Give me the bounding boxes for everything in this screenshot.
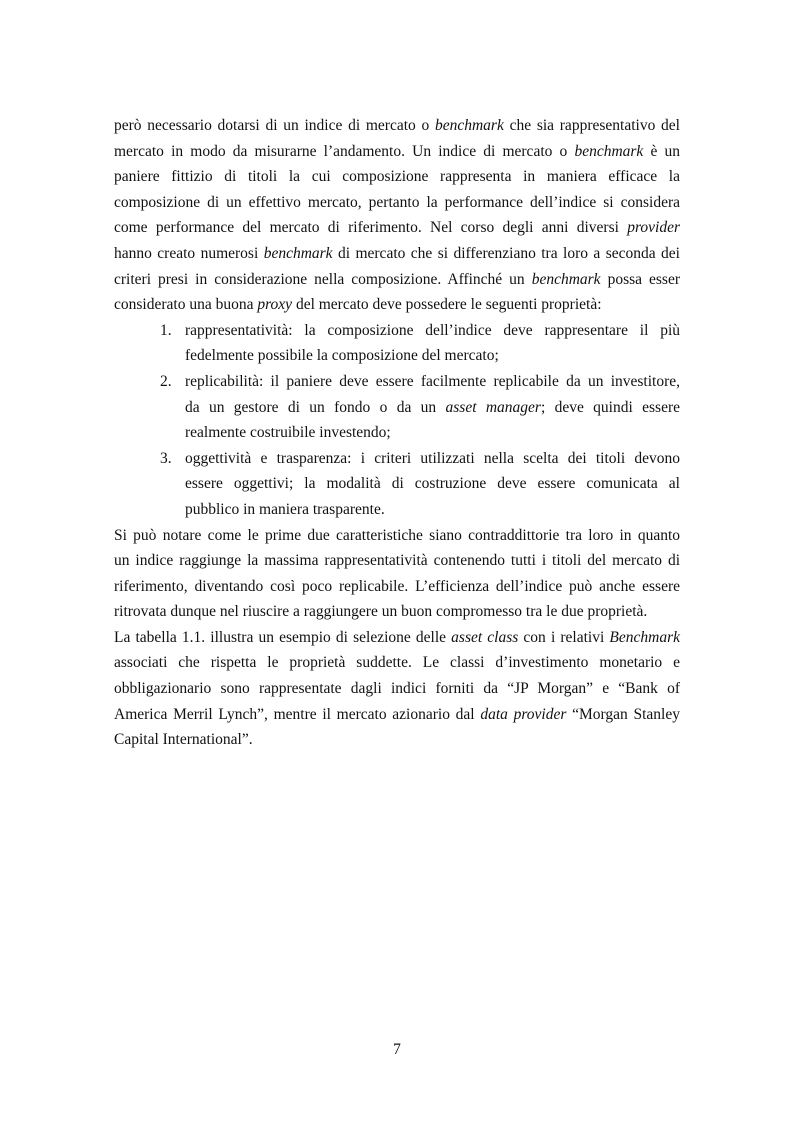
list-item-line: essere oggettivi; la modalità di costruzione deve essere comunicata al	[185, 475, 680, 493]
list-item-line: fedelmente possibile la composizione del mercato;	[185, 347, 499, 365]
properties-list	[114, 318, 680, 523]
text-line: ritrovata dunque nel riuscire a raggiungere un buon compromesso tra le due proprietà.	[114, 603, 648, 621]
text-line: mercato in modo da misurarne l’andamento. Un indice di mercato o benchmark è un	[114, 142, 680, 160]
list-item	[114, 446, 680, 523]
list-number: 2.	[160, 372, 172, 390]
list-item-line: da un gestore di un fondo o da un asset manager; deve quindi essere	[185, 398, 680, 416]
list-item-line: 1. rappresentatività: la composizione dell’indice deve rappresentare il più	[114, 318, 680, 344]
page-number: 7	[393, 1041, 401, 1058]
list-number: 1.	[160, 321, 172, 339]
text-line: obbligazionario sono rappresentate dagli indici forniti da “JP Morgan” e “Bank of	[114, 680, 680, 698]
text-line: criteri presi in considerazione nella composizione. Affinché un benchmark possa esser	[114, 270, 680, 288]
text-line: Si può notare come le prime due caratteristiche siano contraddittorie tra loro in quanto	[114, 526, 680, 544]
text-line: però necessario dotarsi di un indice di mercato o benchmark che sia rappresentativo del	[114, 117, 680, 134]
list-item-line: realmente costruibile investendo;	[185, 424, 391, 442]
paragraph-1	[114, 113, 680, 318]
text-line: La tabella 1.1. illustra un esempio di selezione delle asset class con i relativi Benchmark	[114, 628, 681, 646]
text-line: hanno creato numerosi benchmark di mercato che si differenziano tra loro a seconda dei	[114, 244, 680, 262]
text-line: riferimento, diventando così poco replicabile. L’efficienza dell’indice può anche essere	[114, 577, 680, 595]
text-line: composizione di un effettivo mercato, pertanto la performance dell’indice si considera	[114, 193, 680, 211]
text-line: America Merril Lynch”, mentre il mercato azionario dal data provider “Morgan Stanley	[114, 705, 680, 723]
list-item	[114, 318, 680, 369]
paragraph-3	[114, 625, 680, 753]
text-line: considerato una buona proxy del mercato deve possedere le seguenti proprietà:	[114, 296, 602, 314]
list-item-line: 3. oggettività e trasparenza: i criteri utilizzati nella scelta dei titoli devono	[114, 446, 680, 472]
text-line: paniere fittizio di titoli la cui composizione rappresenta in maniera efficace la	[114, 168, 680, 186]
list-number: 3.	[160, 449, 172, 467]
text-line: associati che rispetta le proprietà suddette. Le classi d’investimento monetario e	[114, 654, 680, 672]
list-item-line: pubblico in maniera trasparente.	[185, 500, 385, 518]
list-item	[114, 369, 680, 446]
page-body	[114, 113, 680, 753]
list-item-line: 2. replicabilità: il paniere deve essere facilmente replicabile da un investitore,	[114, 369, 680, 395]
text-line: Capital International”.	[114, 731, 253, 749]
text-line: un indice raggiunge la massima rappresentatività contenendo tutti i titoli del mercato di	[114, 552, 680, 570]
paragraph-2	[114, 523, 680, 625]
text-line: come performance del mercato di riferimento. Nel corso degli anni diversi provider	[114, 219, 680, 237]
